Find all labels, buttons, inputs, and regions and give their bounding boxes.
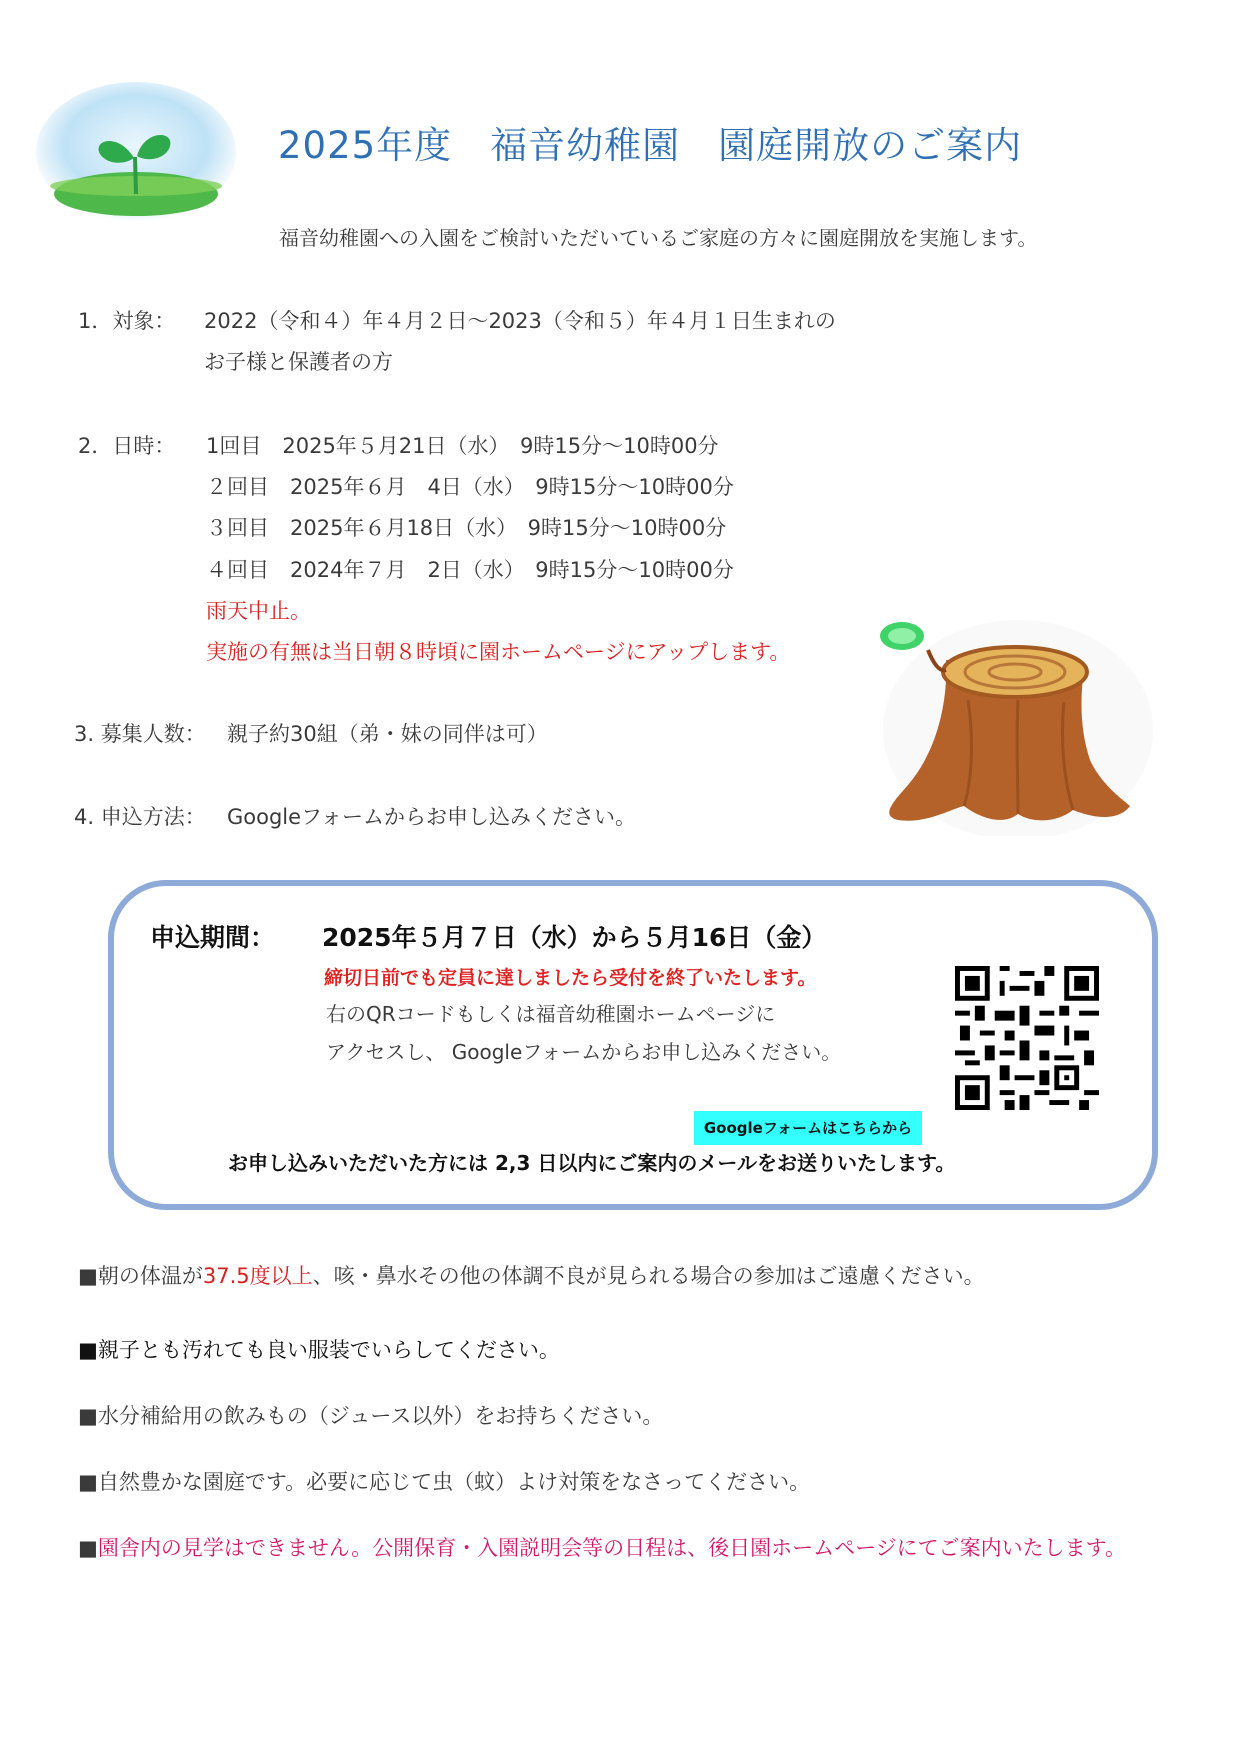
capacity-warning: 締切日前でも定員に達しましたら受付を終了いたします。: [324, 967, 817, 989]
note-drinks: ■水分補給用の飲みもの（ジュース以外）をお持ちください。: [78, 1404, 664, 1428]
section1-label: 1．対象：: [78, 309, 176, 333]
note-no-tour: [78, 1534, 1126, 1562]
instruction-line1: 右のQRコードもしくは福音幼稚園ホームページに: [326, 1002, 776, 1026]
note-temperature-threshold: 37.5度以上: [202, 1264, 313, 1288]
session-1: 1回目 2025年５月21日（水） 9時15分～10時00分: [206, 434, 719, 458]
instruction-line2: アクセスし、 Googleフォームからお申し込みください。: [326, 1040, 842, 1064]
section2-label: 2．日時：: [78, 434, 176, 458]
tree-stump-illustration: [868, 610, 1160, 836]
note-clothing: ■親子とも汚れても良い服装でいらしてください。: [78, 1338, 560, 1362]
section1-line2: お子様と保護者の方: [204, 350, 393, 374]
period-value: 2025年５月７日（水）から５月16日（金）: [322, 923, 827, 952]
google-form-button[interactable]: Googleフォームはこちらから: [694, 1111, 922, 1145]
note-insects: ■自然豊かな園庭です。必要に応じて虫（蚊）よけ対策をなさってください。: [78, 1470, 811, 1494]
section4-label: 4. 申込方法：: [74, 805, 206, 829]
qr-code-icon[interactable]: [955, 966, 1099, 1110]
note-temperature-pre: ■朝の体温が: [78, 1264, 203, 1288]
rain-note: 雨天中止。: [206, 599, 311, 623]
sprout-illustration: [34, 82, 238, 224]
homepage-note: 実施の有無は当日朝８時頃に園ホームページにアップします。: [206, 640, 791, 664]
section1-line1: 2022（令和４）年４月２日～2023（令和５）年４月１日生まれの: [204, 309, 836, 333]
intro-text: 福音幼稚園への入園をご検討いただいているご家庭の方々に園庭開放を実施します。: [279, 226, 1038, 250]
note-temperature: [78, 1262, 985, 1290]
session-2: ２回目 2025年６月 4日（水） 9時15分～10時00分: [206, 475, 734, 499]
period-label: 申込期間：: [150, 923, 276, 952]
note-temperature-post: 、咳・鼻水その他の体調不良が見られる場合の参加はご遠慮ください。: [312, 1264, 985, 1288]
note-no-tour-text: 園舎内の見学はできません。公開保育・入園説明会等の日程は、後日園ホームページにてご案内いたします。: [97, 1536, 1126, 1560]
section3-label: 3. 募集人数：: [74, 722, 206, 746]
session-3: ３回目 2025年６月18日（水） 9時15分～10時00分: [206, 516, 727, 540]
section3-value: 親子約30組（弟・妹の同伴は可）: [227, 722, 548, 746]
session-4: ４回目 2024年７月 2日（水） 9時15分～10時00分: [206, 558, 734, 582]
page-title: 2025年度 福音幼稚園 園庭開放のご案内: [278, 124, 1023, 167]
note-no-tour-mark: ■: [78, 1536, 98, 1560]
email-notice: お申し込みいただいた方には 2,3 日以内にご案内のメールをお送りいたします。: [228, 1151, 956, 1175]
section4-value: Googleフォームからお申し込みください。: [227, 805, 637, 829]
